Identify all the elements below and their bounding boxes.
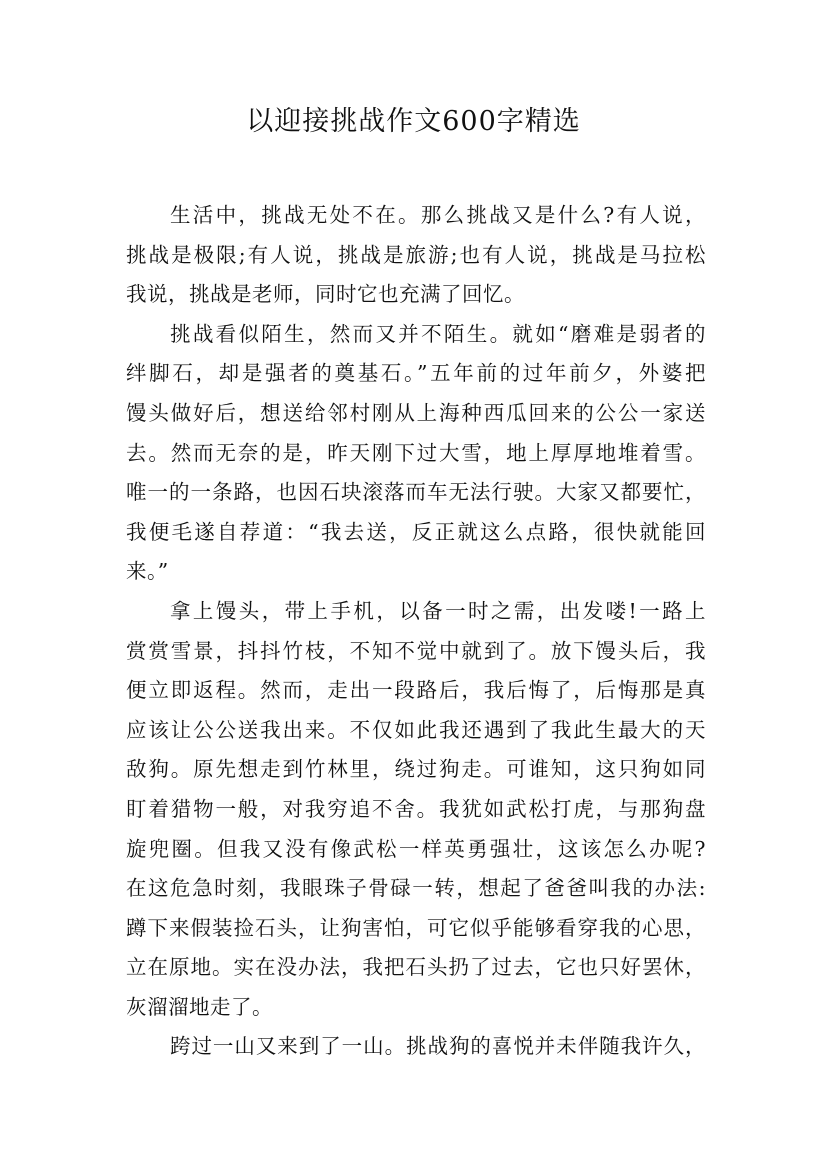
text-line: 拿上馒头，带上手机，以备一时之需，出发喽!一路上 (170, 598, 706, 623)
text-line: 便立即返程。然而，走出一段路后，我后悔了，后悔那是真 (126, 678, 706, 703)
text-line: 灰溜溜地走了。 (126, 994, 273, 1019)
text-line: 绊脚石，却是强者的奠基石。”五年前的过年前夕，外婆把 (126, 361, 706, 386)
text-line: 立在原地。实在没办法，我把石头扔了过去，它也只好罢休， (126, 955, 706, 980)
text-line: 唯一的一条路，也因石块滚落而车无法行驶。大家又都要忙， (126, 480, 706, 505)
text-line: 馒头做好后，想送给邻村刚从上海种西瓜回来的公公一家送 (126, 400, 706, 425)
text-line: 应该让公公送我出来。不仅如此我还遇到了我此生最大的天 (126, 717, 706, 742)
text-line: 盯着猎物一般，对我穷追不舍。我犹如武松打虎，与那狗盘 (126, 796, 706, 821)
document-title: 以迎接挑战作文600字精选 (246, 106, 581, 137)
text-line: 蹲下来假装捡石头，让狗害怕，可它似乎能够看穿我的心思， (126, 915, 706, 940)
text-line: 挑战是极限;有人说，挑战是旅游;也有人说，挑战是马拉松 (126, 242, 706, 267)
document-body (126, 196, 706, 1067)
text-line: 在这危急时刻，我眼珠子骨碌一转，想起了爸爸叫我的办法: (126, 876, 706, 901)
text-line: 跨过一山又来到了一山。挑战狗的喜悦并未伴随我许久， (170, 1034, 706, 1059)
text-line: 赏赏雪景，抖抖竹枝，不知不觉中就到了。放下馒头后，我 (126, 638, 706, 663)
text-line: 敌狗。原先想走到竹林里，绕过狗走。可谁知，这只狗如同 (126, 757, 706, 782)
text-line: 去。然而无奈的是，昨天刚下过大雪，地上厚厚地堆着雪。 (126, 440, 706, 465)
text-line: 挑战看似陌生，然而又并不陌生。就如“磨难是弱者的 (170, 321, 706, 346)
text-line: 我说，挑战是老师，同时它也充满了回忆。 (126, 282, 525, 307)
text-line: 旋兜圈。但我又没有像武松一样英勇强壮，这该怎么办呢? (126, 836, 706, 861)
text-line: 生活中，挑战无处不在。那么挑战又是什么?有人说， (170, 203, 706, 227)
text-line: 来。” (126, 559, 169, 584)
text-line: 我便毛遂自荐道：“我去送，反正就这么点路，很快就能回 (126, 519, 706, 544)
